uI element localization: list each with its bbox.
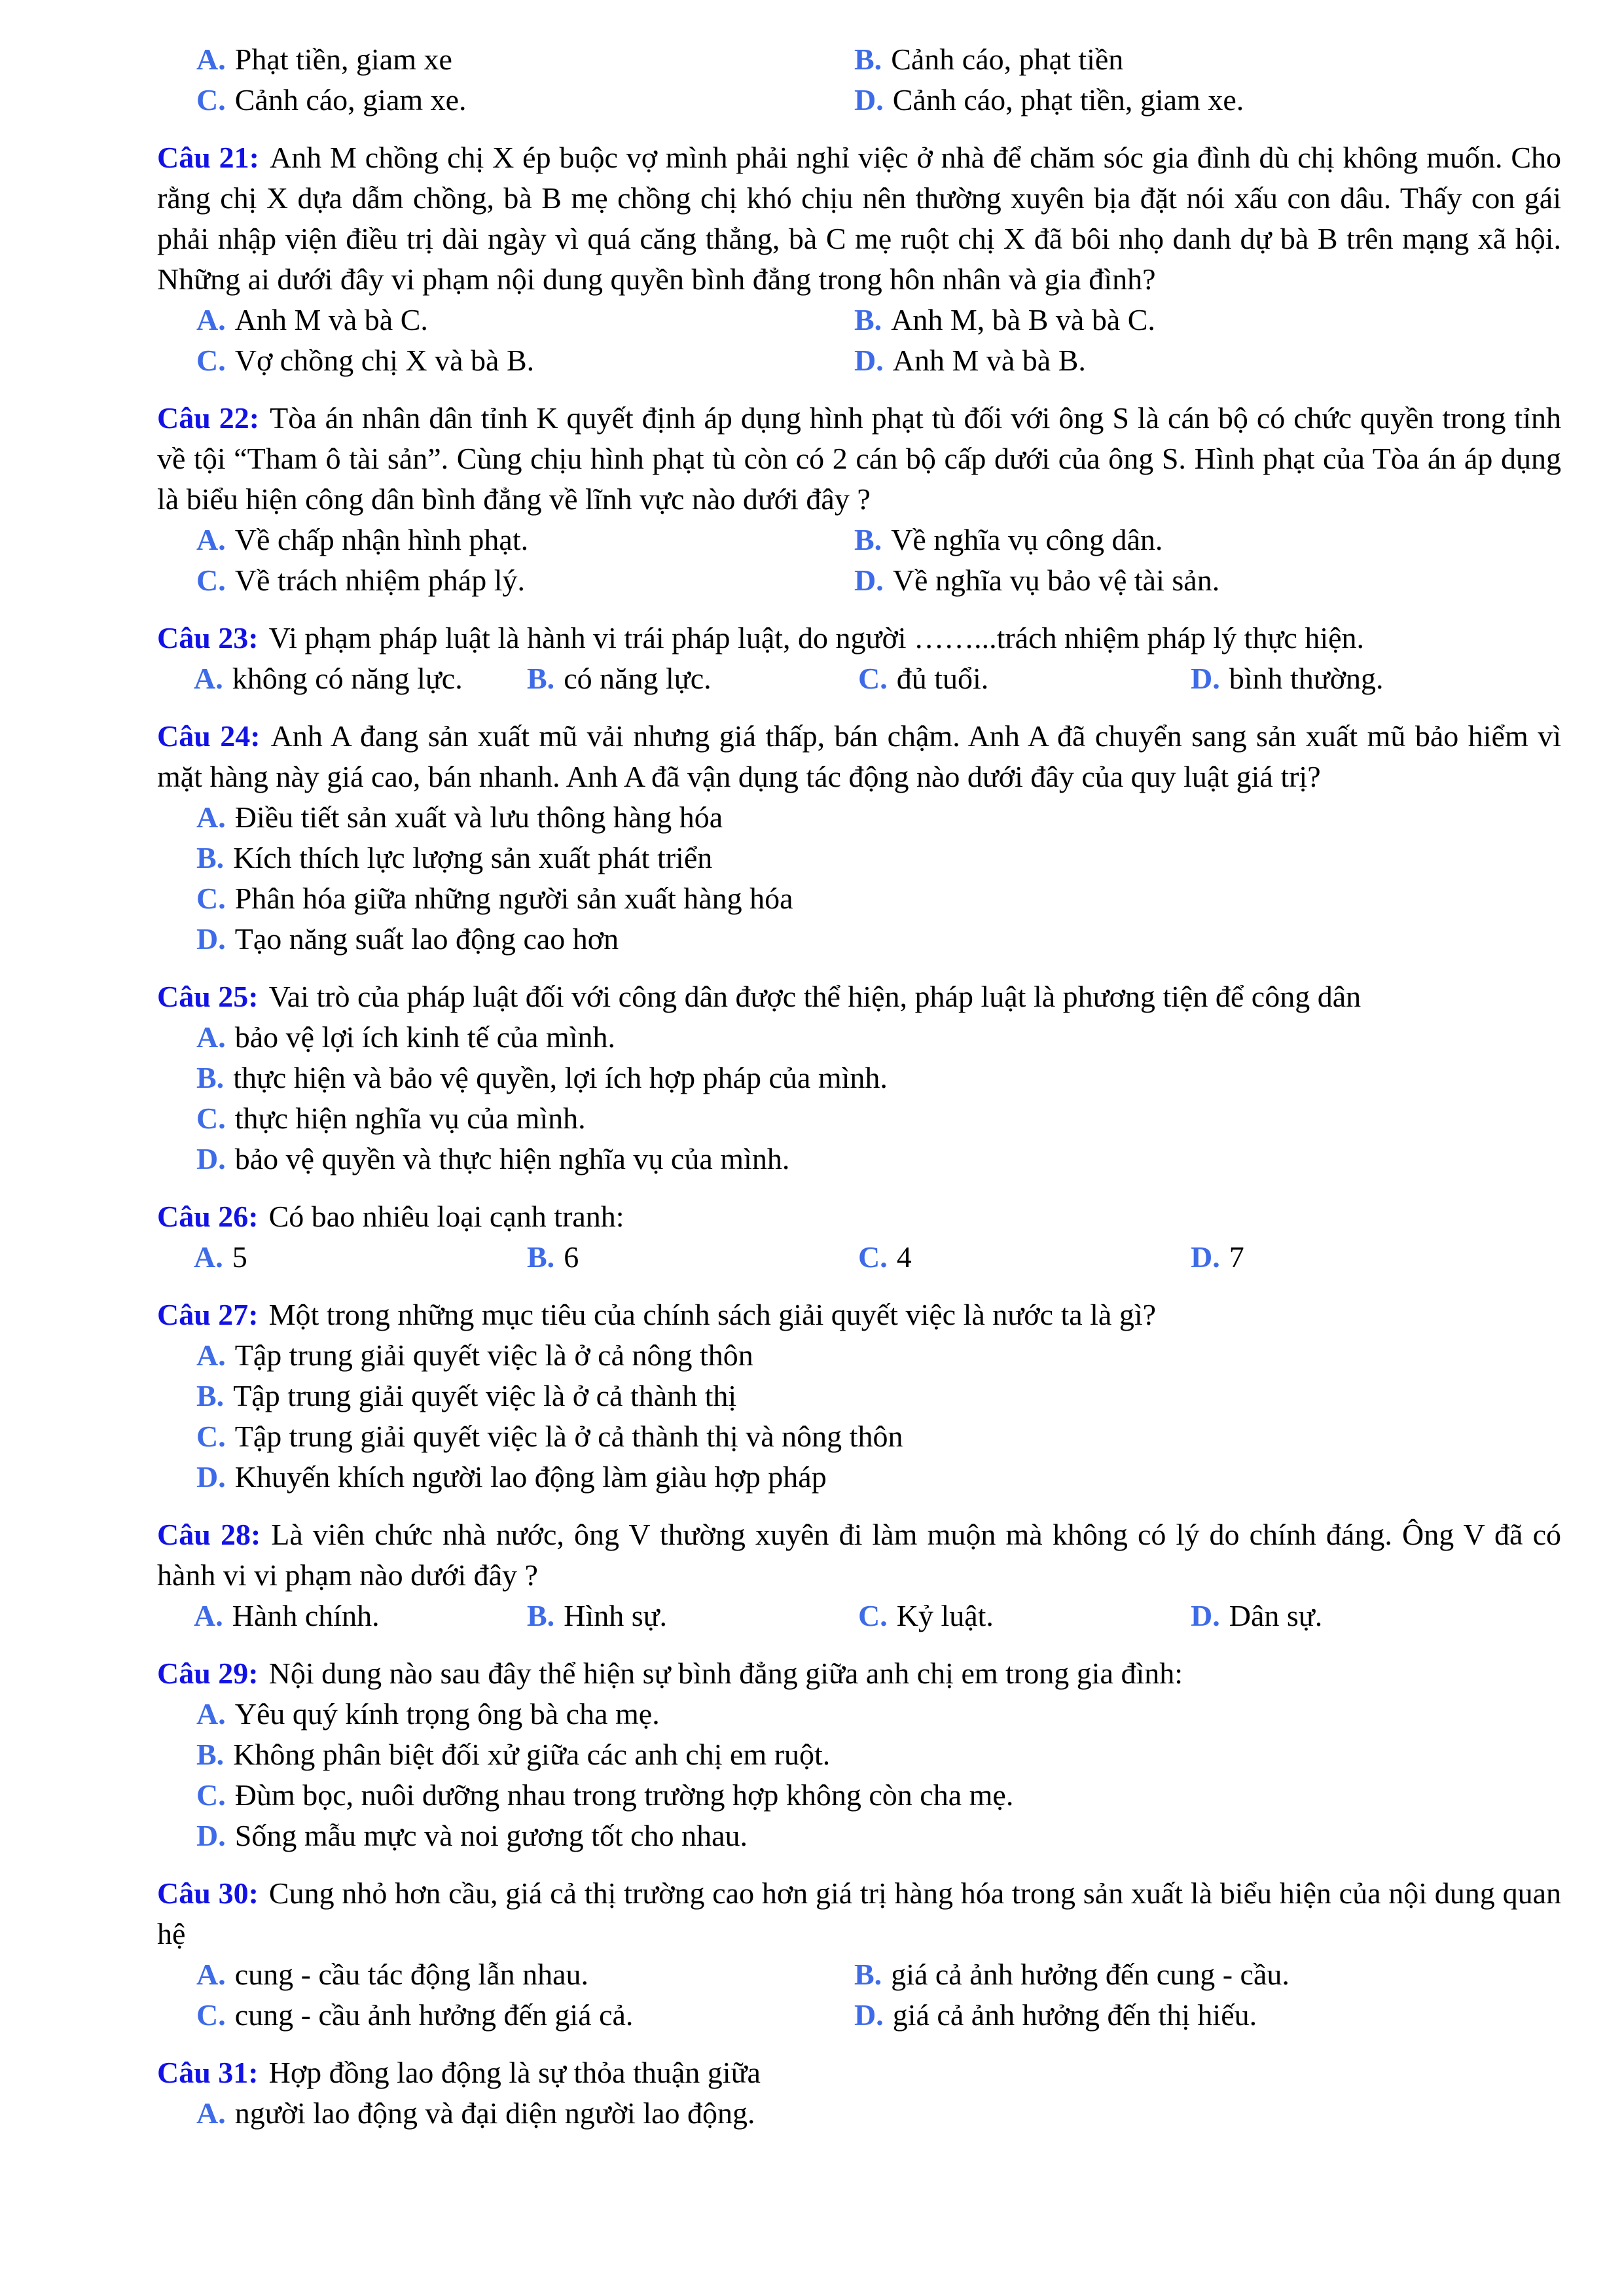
option-text: thực hiện nghĩa vụ của mình. — [234, 1102, 586, 1135]
option-text: Tập trung giải quyết việc là ở cả thành thị — [233, 1379, 737, 1412]
option-letter: C. — [196, 1420, 226, 1453]
option-letter: B. — [854, 1958, 882, 1991]
option-text: cung - cầu ảnh hưởng đến giá cả. — [234, 1998, 634, 2032]
option-letter: D. — [196, 1819, 226, 1852]
options — [157, 1335, 1561, 1498]
option-c — [196, 1098, 1561, 1139]
question-21 — [157, 137, 1561, 381]
option-d — [854, 80, 1561, 120]
option-letter: B. — [854, 303, 882, 336]
option-text: Về nghĩa vụ bảo vệ tài sản. — [892, 564, 1220, 597]
option-text: có năng lực. — [564, 662, 712, 695]
option-b — [527, 658, 858, 699]
option-letter: D. — [854, 1998, 884, 2032]
option-letter: A. — [196, 1697, 226, 1731]
option-a — [196, 1335, 1561, 1376]
option-letter: C. — [196, 83, 226, 117]
option-c — [196, 1775, 1561, 1816]
question-text: Tòa án nhân dân tỉnh K quyết định áp dụng hình phạt tù đối với ông S là cán bộ có chức quyền trong tỉnh về tội “Tham ô tài sản”. Cùng chịu hình phạt tù còn có 2 cán bộ cấp dưới của ông S. Hình phạt của Tòa án áp dụng là biểu hiện công dân bình đẳng về lĩnh vực nào dưới đây ? — [157, 401, 1561, 516]
option-letter: A. — [196, 1020, 226, 1054]
question-number: Câu 28: — [157, 1518, 261, 1551]
option-letter: C. — [858, 1240, 888, 1274]
option-text: Anh M và bà B. — [892, 344, 1086, 377]
question-text: Có bao nhiêu loại cạnh tranh: — [268, 1200, 624, 1233]
question-text: Vi phạm pháp luật là hành vi trái pháp luật, do người ……...trách nhiệm pháp lý thực hiện. — [268, 621, 1365, 655]
question-text: Anh M chồng chị X ép buộc vợ mình phải nghỉ việc ở nhà để chăm sóc gia đình dù chị không muốn. Cho rằng chị X dựa dẫm chồng, bà B mẹ chồng chị khó chịu nên thường xuyên bịa đặt nói xấu con dâu. Thấy con gái phải nhập viện điều trị dài ngày vì quá căng thẳng, bà C mẹ ruột chị X đã bôi nhọ danh dự bà B trên mạng xã hội. Những ai dưới đây vi phạm nội dung quyền bình đẳng trong hôn nhân và gia đình? — [157, 141, 1562, 296]
option-b — [196, 1058, 1561, 1098]
option-d — [1191, 1237, 1561, 1278]
option-text: Về trách nhiệm pháp lý. — [234, 564, 525, 597]
option-c — [196, 878, 1561, 919]
question-27 — [157, 1295, 1561, 1498]
option-c — [858, 1237, 1191, 1278]
options — [157, 1596, 1561, 1636]
option-text: Yêu quý kính trọng ông bà cha mẹ. — [234, 1697, 660, 1731]
option-letter: A. — [194, 662, 223, 695]
question-stem — [157, 1653, 1561, 1694]
option-b — [854, 300, 1561, 340]
option-d — [854, 560, 1561, 601]
option-letter: B. — [196, 1738, 225, 1771]
option-text: Khuyến khích người lao động làm giàu hợp pháp — [234, 1460, 827, 1494]
option-letter: B. — [196, 1061, 225, 1094]
question-text: Nội dung nào sau đây thể hiện sự bình đẳng giữa anh chị em trong gia đình: — [268, 1657, 1183, 1690]
option-d — [196, 1139, 1561, 1179]
option-text: Anh M, bà B và bà C. — [891, 303, 1155, 336]
option-a — [196, 1017, 1561, 1058]
option-a — [196, 1694, 1561, 1734]
question-stem — [157, 398, 1561, 520]
option-text: Về nghĩa vụ công dân. — [891, 523, 1163, 556]
option-letter: D. — [196, 1142, 226, 1175]
option-text: Dân sự. — [1229, 1599, 1323, 1632]
option-text: Sống mẫu mực và noi gương tốt cho nhau. — [234, 1819, 748, 1852]
option-text: giá cả ảnh hưởng đến thị hiếu. — [892, 1998, 1257, 2032]
option-letter: A. — [196, 1338, 226, 1372]
option-text: người lao động và đại diện người lao động. — [234, 2096, 755, 2130]
option-a — [196, 797, 1561, 838]
question-stem — [157, 618, 1561, 658]
question-number: Câu 24: — [157, 719, 261, 753]
option-letter: B. — [196, 1379, 225, 1412]
option-letter: A. — [196, 43, 226, 76]
option-text: đủ tuổi. — [896, 662, 989, 695]
option-text: Phân hóa giữa những người sản xuất hàng hóa — [234, 882, 793, 915]
option-text: Tạo năng suất lao động cao hơn — [234, 922, 619, 956]
option-letter: C. — [196, 564, 226, 597]
option-text: bình thường. — [1229, 662, 1384, 695]
option-a — [196, 2093, 1561, 2134]
question-stem — [157, 1873, 1561, 1954]
option-c — [196, 80, 854, 120]
question-26 — [157, 1196, 1561, 1278]
option-text: cung - cầu tác động lẫn nhau. — [234, 1958, 589, 1991]
option-letter: D. — [854, 564, 884, 597]
option-letter: A. — [196, 523, 226, 556]
option-b — [854, 39, 1561, 80]
option-text: Hình sự. — [564, 1599, 668, 1632]
option-letter: B. — [527, 662, 555, 695]
option-a — [194, 1596, 527, 1636]
option-letter: B. — [854, 43, 882, 76]
option-letter: C. — [196, 1778, 226, 1812]
options — [157, 520, 1561, 601]
option-text: Anh M và bà C. — [234, 303, 428, 336]
question-number: Câu 26: — [157, 1200, 259, 1233]
option-text: Kỷ luật. — [896, 1599, 994, 1632]
option-text: Cảnh cáo, giam xe. — [234, 83, 467, 117]
question-stem — [157, 1295, 1561, 1335]
question-number: Câu 29: — [157, 1657, 259, 1690]
option-c — [858, 1596, 1191, 1636]
option-text: Cảnh cáo, phạt tiền, giam xe. — [892, 83, 1244, 117]
options — [157, 2093, 1561, 2134]
option-text: Tập trung giải quyết việc là ở cả thành thị và nông thôn — [234, 1420, 903, 1453]
option-c — [196, 560, 854, 601]
option-text: 7 — [1229, 1240, 1244, 1274]
question-number: Câu 22: — [157, 401, 260, 435]
option-d — [854, 340, 1561, 381]
option-letter: A. — [194, 1599, 223, 1632]
option-letter: C. — [196, 344, 226, 377]
option-letter: A. — [196, 2096, 226, 2130]
leftover-options-block — [157, 39, 1561, 120]
option-letter: B. — [527, 1240, 555, 1274]
option-a — [196, 520, 854, 560]
option-letter: D. — [196, 922, 226, 956]
option-letter: C. — [858, 1599, 888, 1632]
option-b — [854, 520, 1561, 560]
question-text: Hợp đồng lao động là sự thỏa thuận giữa — [268, 2056, 761, 2089]
option-text: không có năng lực. — [232, 662, 463, 695]
option-text: Hành chính. — [232, 1599, 380, 1632]
question-31 — [157, 2053, 1561, 2134]
option-letter: D. — [854, 344, 884, 377]
question-number: Câu 31: — [157, 2056, 259, 2089]
question-23 — [157, 618, 1561, 699]
option-text: Vợ chồng chị X và bà B. — [234, 344, 535, 377]
question-number: Câu 27: — [157, 1298, 259, 1331]
option-c — [196, 340, 854, 381]
option-b — [854, 1954, 1561, 1995]
option-d — [1191, 658, 1561, 699]
option-text: giá cả ảnh hưởng đến cung - cầu. — [891, 1958, 1290, 1991]
options — [157, 1694, 1561, 1856]
option-text: Cảnh cáo, phạt tiền — [891, 43, 1124, 76]
question-stem — [157, 1196, 1561, 1237]
option-text: Tập trung giải quyết việc là ở cả nông thôn — [234, 1338, 753, 1372]
options — [157, 658, 1561, 699]
question-25 — [157, 977, 1561, 1179]
option-text: Phạt tiền, giam xe — [234, 43, 452, 76]
question-number: Câu 25: — [157, 980, 259, 1013]
options — [157, 1237, 1561, 1278]
option-d — [1191, 1596, 1561, 1636]
option-b — [196, 838, 1561, 878]
question-text: Anh A đang sản xuất mũ vải nhưng giá thấp, bán chậm. Anh A đã chuyển sang sản xuất mũ bảo hiểm vì mặt hàng này giá cao, bán nhanh. Anh A đã vận dụng tác động nào dưới đây của quy luật giá trị? — [157, 719, 1562, 793]
option-text: Về chấp nhận hình phạt. — [234, 523, 529, 556]
question-number: Câu 23: — [157, 621, 259, 655]
question-number: Câu 21: — [157, 141, 259, 174]
option-letter: B. — [854, 523, 882, 556]
option-d — [196, 1457, 1561, 1498]
question-stem — [157, 716, 1561, 797]
option-b — [527, 1237, 858, 1278]
option-b — [527, 1596, 858, 1636]
option-a — [194, 658, 527, 699]
option-text: thực hiện và bảo vệ quyền, lợi ích hợp pháp của mình. — [233, 1061, 888, 1094]
question-text: Là viên chức nhà nước, ông V thường xuyên đi làm muộn mà không có lý do chính đáng. Ông V đã có hành vi vi phạm nào dưới đây ? — [157, 1518, 1561, 1592]
question-28 — [157, 1515, 1561, 1636]
question-text: Một trong những mục tiêu của chính sách giải quyết việc là nước ta là gì? — [268, 1298, 1157, 1331]
option-text: bảo vệ quyền và thực hiện nghĩa vụ của mình. — [234, 1142, 790, 1175]
option-letter: D. — [1191, 662, 1220, 695]
option-letter: A. — [196, 800, 226, 834]
options — [157, 1954, 1561, 2036]
option-letter: A. — [194, 1240, 223, 1274]
option-letter: D. — [1191, 1240, 1220, 1274]
question-stem — [157, 137, 1561, 300]
option-text: Đùm bọc, nuôi dưỡng nhau trong trường hợp không còn cha mẹ. — [234, 1778, 1014, 1812]
option-a — [196, 39, 854, 80]
question-stem — [157, 1515, 1561, 1596]
options — [157, 1017, 1561, 1179]
option-b — [196, 1376, 1561, 1416]
option-c — [196, 1416, 1561, 1457]
option-letter: B. — [527, 1599, 555, 1632]
question-stem — [157, 977, 1561, 1017]
question-30 — [157, 1873, 1561, 2036]
question-24 — [157, 716, 1561, 960]
option-text: Điều tiết sản xuất và lưu thông hàng hóa — [234, 800, 723, 834]
option-text: 4 — [896, 1240, 912, 1274]
question-text: Vai trò của pháp luật đối với công dân được thể hiện, pháp luật là phương tiện để công dân — [268, 980, 1362, 1013]
options — [157, 797, 1561, 960]
option-text: 6 — [564, 1240, 579, 1274]
option-d — [196, 919, 1561, 960]
option-letter: D. — [1191, 1599, 1220, 1632]
option-letter: C. — [858, 662, 888, 695]
option-b — [196, 1734, 1561, 1775]
option-letter: C. — [196, 882, 226, 915]
option-a — [196, 1954, 854, 1995]
option-text: 5 — [232, 1240, 247, 1274]
option-letter: A. — [196, 303, 226, 336]
option-letter: C. — [196, 1998, 226, 2032]
option-letter: C. — [196, 1102, 226, 1135]
question-stem — [157, 2053, 1561, 2093]
options — [157, 300, 1561, 381]
option-letter: A. — [196, 1958, 226, 1991]
option-a — [194, 1237, 527, 1278]
option-text: Kích thích lực lượng sản xuất phát triển — [233, 841, 713, 874]
question-number: Câu 30: — [157, 1876, 259, 1910]
option-d — [854, 1995, 1561, 2036]
options — [157, 39, 1561, 120]
question-text: Cung nhỏ hơn cầu, giá cả thị trường cao hơn giá trị hàng hóa trong sản xuất là biểu hiện của nội dung quan hệ — [157, 1876, 1561, 1950]
option-c — [858, 658, 1191, 699]
option-letter: D. — [196, 1460, 226, 1494]
option-text: Không phân biệt đối xử giữa các anh chị em ruột. — [233, 1738, 831, 1771]
option-letter: D. — [854, 83, 884, 117]
option-c — [196, 1995, 854, 2036]
option-text: bảo vệ lợi ích kinh tế của mình. — [234, 1020, 616, 1054]
question-22 — [157, 398, 1561, 601]
option-a — [196, 300, 854, 340]
question-29 — [157, 1653, 1561, 1856]
option-letter: B. — [196, 841, 225, 874]
option-d — [196, 1816, 1561, 1856]
